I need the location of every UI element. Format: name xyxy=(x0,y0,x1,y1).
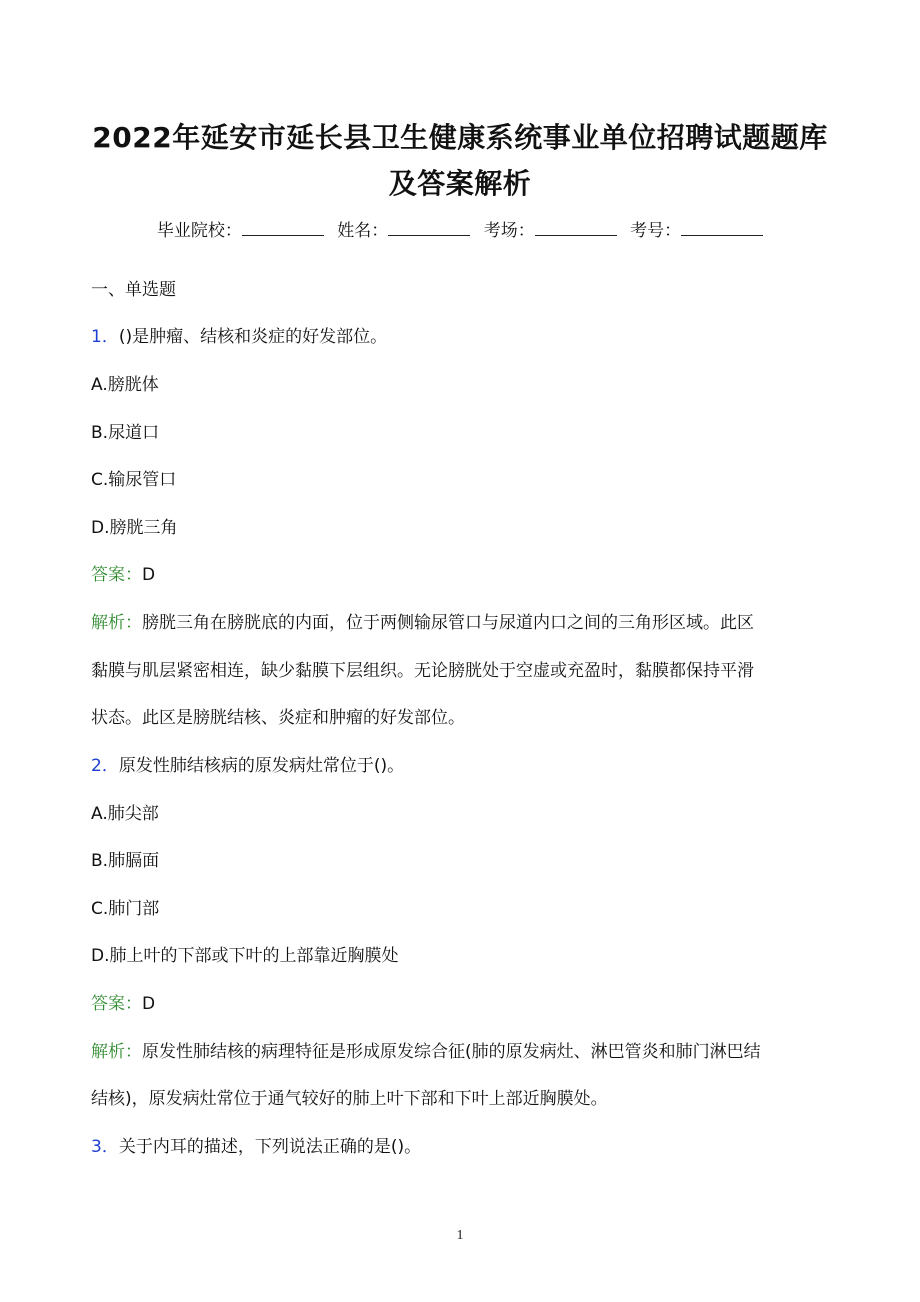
question-1-analysis-line-2: 黏膜与肌层紧密相连，缺少黏膜下层组织。无论膀胱处于空虚或充盈时，黏膜都保持平滑 xyxy=(91,661,754,681)
question-2-option-c: C.肺门部 xyxy=(91,899,160,919)
question-1-analysis-text-1: 膀胱三角在膀胱底的内面，位于两侧输尿管口与尿道内口之间的三角形区域。此区 xyxy=(142,613,754,633)
question-1-analysis-line-1 xyxy=(91,610,831,636)
info-number-blank xyxy=(681,217,763,236)
question-2-analysis-label: 解析： xyxy=(91,1042,142,1062)
question-2-analysis-line-1 xyxy=(91,1039,831,1065)
question-1-analysis-label: 解析： xyxy=(91,613,142,633)
section-heading: 一、单选题 xyxy=(91,280,176,300)
question-2-answer: D xyxy=(142,994,156,1014)
question-1-answer-line xyxy=(91,562,831,588)
question-1-stem-line xyxy=(91,324,831,350)
question-1-number: 1． xyxy=(91,327,119,347)
info-room-label: 考场： xyxy=(483,221,535,241)
question-3-number: 3． xyxy=(91,1137,119,1157)
question-2-option-a: A.肺尖部 xyxy=(91,804,159,824)
question-2-option-d: D.肺上叶的下部或下叶的上部靠近胸膜处 xyxy=(91,946,399,966)
info-name xyxy=(337,217,470,244)
info-school-label: 毕业院校： xyxy=(156,221,242,241)
question-2-analysis-text-1: 原发性肺结核的病理特征是形成原发综合征(肺的原发病灶、淋巴管炎和肺门淋巴结 xyxy=(142,1042,761,1062)
info-room xyxy=(484,217,617,244)
question-1-option-c: C.输尿管口 xyxy=(91,470,177,490)
question-2-answer-label: 答案： xyxy=(91,994,142,1014)
info-room-blank xyxy=(535,217,617,236)
document-title-line1: 2022年延安市延长县卫生健康系统事业单位招聘试题题库 xyxy=(92,121,828,154)
question-1-answer: D xyxy=(142,565,156,585)
question-3-stem-line xyxy=(91,1134,831,1160)
info-number-label: 考号： xyxy=(630,221,682,241)
question-1-stem: ()是肿瘤、结核和炎症的好发部位。 xyxy=(118,327,388,347)
question-2-number: 2． xyxy=(91,756,119,776)
candidate-info-line xyxy=(0,217,920,244)
question-2-stem-line xyxy=(91,753,831,779)
question-1-option-b: B.尿道口 xyxy=(91,423,160,443)
info-school xyxy=(157,217,324,244)
question-1-option-d: D.膀胱三角 xyxy=(91,518,178,538)
question-1-option-a: A.膀胱体 xyxy=(91,375,159,395)
question-1-answer-label: 答案： xyxy=(91,565,142,585)
question-2-analysis-line-2: 结核)，原发病灶常位于通气较好的肺上叶下部和下叶上部近胸膜处。 xyxy=(91,1089,608,1109)
info-number xyxy=(630,217,763,244)
question-3-stem: 关于内耳的描述，下列说法正确的是()。 xyxy=(118,1137,422,1157)
question-2-option-b: B.肺膈面 xyxy=(91,851,160,871)
info-school-blank xyxy=(242,217,324,236)
info-name-blank xyxy=(388,217,470,236)
question-2-answer-line xyxy=(91,991,831,1017)
document-title-line2: 及答案解析 xyxy=(388,167,532,200)
page-number: 1 xyxy=(456,1228,464,1243)
question-2-stem: 原发性肺结核病的原发病灶常位于()。 xyxy=(118,756,405,776)
question-1-analysis-line-3: 状态。此区是膀胱结核、炎症和肿瘤的好发部位。 xyxy=(91,708,465,728)
info-name-label: 姓名： xyxy=(337,221,389,241)
